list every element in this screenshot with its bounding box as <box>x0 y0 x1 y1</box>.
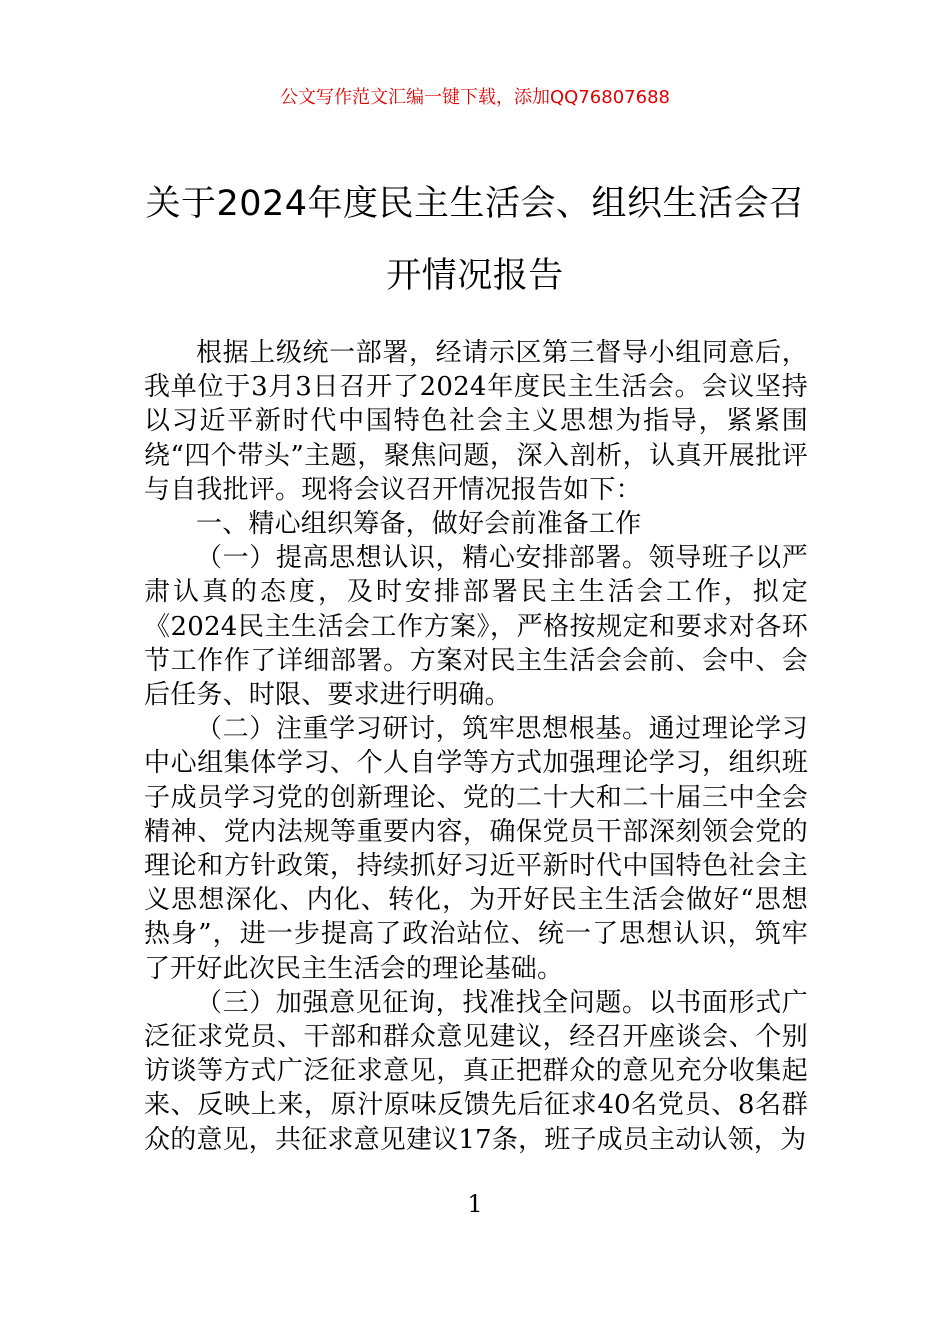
header-note: 公文写作范文汇编一键下载，添加QQ76807688 <box>280 87 670 108</box>
page-number: 1 <box>467 1190 483 1218</box>
paragraph-subsection-1: （一）提高思想认识，精心安排部署。领导班子以严肃认真的态度，及时安排部署民主生活会工作，拟定《2024民主生活会工作方案》，严格按规定和要求对各环节工作作了详细部署。方案对民主生活会会前、会中、会后任务、时限、要求进行明确。 <box>144 543 808 711</box>
paragraph-intro: 根据上级统一部署，经请示区第三督导小组同意后，我单位于3月3日召开了2024年度民主生活会。会议坚持以习近平新时代中国特色社会主义思想为指导，紧紧围绕“四个带头”主题，聚焦问题，深入剖析，认真开展批评与自我批评。现将会议召开情况报告如下： <box>144 338 808 505</box>
paragraph-subsection-3: （三）加强意见征询，找准找全问题。以书面形式广泛征求党员、干部和群众意见建议，经召开座谈会、个别访谈等方式广泛征求意见，真正把群众的意见充分收集起来、反映上来，原汁原味反馈先后征求40名党员、8名群众的意见，共征求意见建议17条，班子成员主动认领，为 <box>144 987 808 1155</box>
section-heading-1: 一、精心组织筹备，做好会前准备工作 <box>196 509 642 540</box>
document-title: 关于2024年度民主生活会、组织生活会召开情况报告 <box>145 184 805 296</box>
paragraph-subsection-2: （二）注重学习研讨，筑牢思想根基。通过理论学习中心组集体学习、个人自学等方式加强理论学习，组织班子成员学习党的创新理论、党的二十大和二十届三中全会精神、党内法规等重要内容，确保党员干部深刻领会党的理论和方针政策，持续抓好习近平新时代中国特色社会主义思想深化、内化、转化，为开好民主生活会做好“思想热身”，进一步提高了政治站位、统一了思想认识，筑牢了开好此次民主生活会的理论基础。 <box>144 714 808 984</box>
document-body <box>144 336 808 1157</box>
